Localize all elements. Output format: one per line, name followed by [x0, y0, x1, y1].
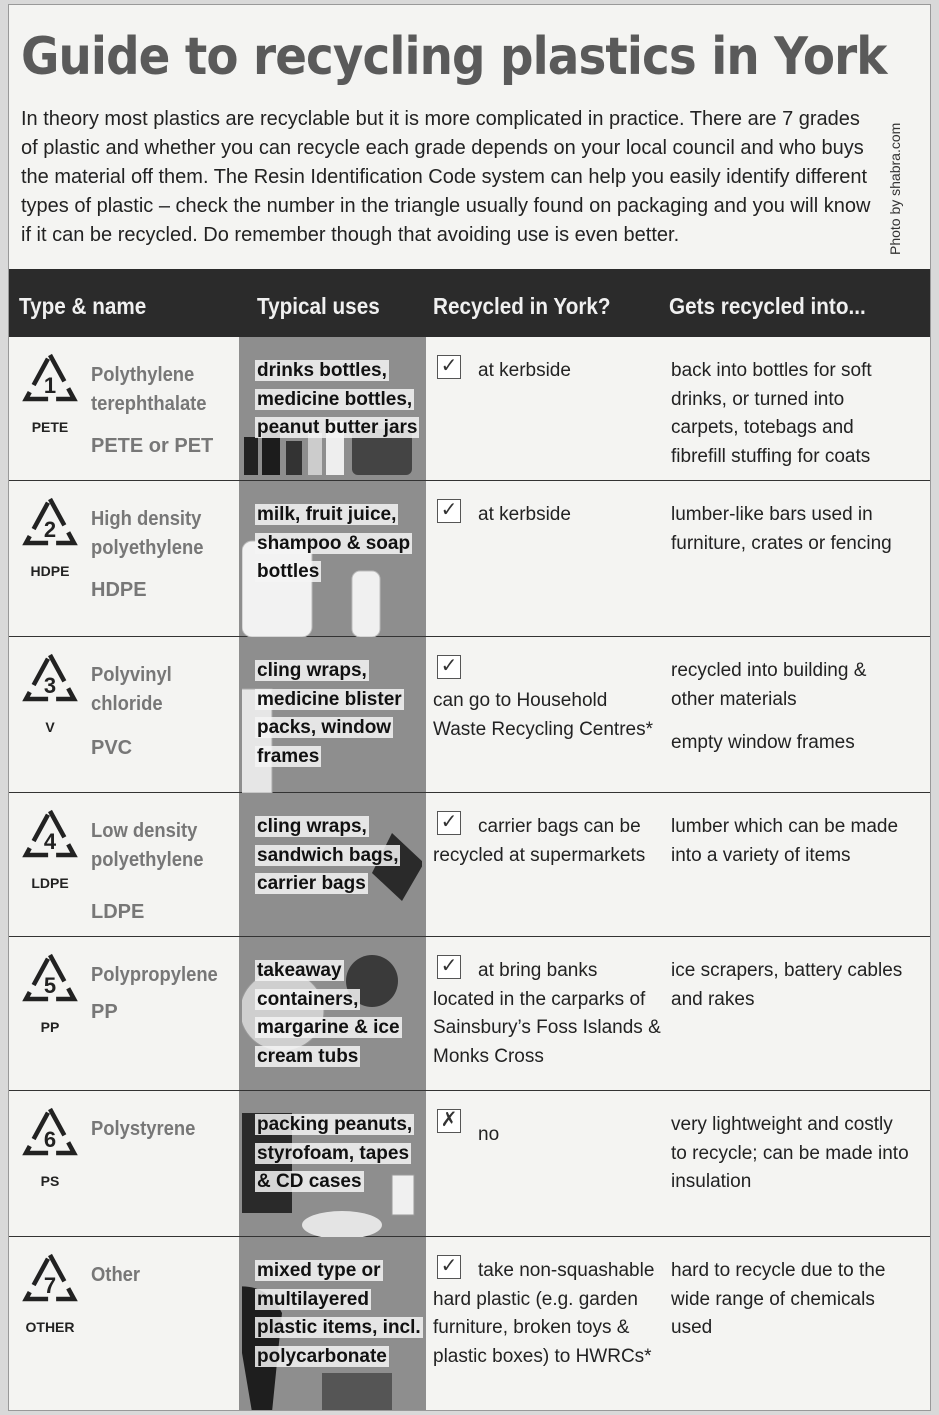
intro-paragraph: In theory most plastics are recyclable but it is more complicated in practice. There are 7 grades of plastic and whether you can recycle each grade depends on your local council and who buys the material off them. The Resin Identification Code system can help you easily identify different types of plastic – check the number in the triangle usually found on packaging and you will know if it can be recycled. Do remember though that avoiding use is even better. [21, 108, 871, 246]
typical-uses: cling wraps, medicine blister packs, window frames [257, 660, 402, 767]
plastic-name: Other [91, 1264, 141, 1286]
recycle-arrows-icon [20, 1251, 80, 1311]
resin-code-label: LDPE [31, 875, 69, 891]
table-header [9, 269, 931, 337]
plastic-name: Polythylene terephthalate [91, 364, 207, 415]
recycled-status-checkbox: ✓ [437, 655, 461, 679]
plastic-abbreviation: HDPE [91, 579, 147, 601]
recycled-into: recycled into building & other materials [671, 660, 867, 710]
table-row [9, 637, 931, 793]
recycle-triangle-icon [17, 1251, 83, 1335]
svg-text:7: 7 [43, 1273, 57, 1298]
recycle-arrows-icon [20, 1105, 80, 1165]
recycling-guide-page [8, 4, 931, 1411]
recycled-into: ice scrapers, battery cables and rakes [671, 960, 903, 1010]
recycled-status-checkbox: ✓ [437, 1255, 461, 1279]
plastic-abbreviation: PETE or PET [91, 435, 214, 457]
resin-code-label: PS [40, 1173, 60, 1189]
recycle-arrows-icon [20, 951, 80, 1011]
plastic-abbreviation: PVC [91, 737, 133, 759]
recycle-arrows-icon [20, 351, 80, 411]
recycled-into: hard to recycle due to the wide range of chemicals used [671, 1260, 886, 1338]
recycle-triangle-icon [17, 495, 83, 579]
recycle-triangle-icon [17, 807, 83, 891]
table-row [9, 481, 931, 637]
recycled-status-checkbox: ✓ [437, 499, 461, 523]
recycle-arrows-icon [20, 495, 80, 555]
table-row [9, 793, 931, 937]
typical-uses: drinks bottles, medicine bottles, peanut butter jars [257, 360, 418, 438]
resin-code-label: OTHER [25, 1319, 75, 1335]
recycled-into-extra: empty window frames [671, 732, 855, 753]
recycled-in-york: take non-squashable hard plastic (e.g. garden furniture, broken toys & plastic boxes) to HWRCs* [433, 1260, 655, 1367]
recycled-in-york: carrier bags can be recycled at supermarkets [433, 816, 646, 866]
recycled-into: very lightweight and costly to recycle; can be made into insulation [671, 1114, 909, 1192]
table-row [9, 1091, 931, 1237]
recycle-triangle-icon [17, 1105, 83, 1189]
recycle-triangle-icon [17, 351, 83, 435]
recycled-in-york: no [478, 1124, 500, 1145]
table-row [9, 1237, 931, 1411]
resin-code-label: PP [40, 1019, 60, 1035]
recycled-into: lumber-like bars used in furniture, crates or fencing [671, 504, 892, 554]
recycle-triangle-icon [17, 951, 83, 1035]
plastic-abbreviation: PP [91, 1001, 118, 1023]
recycle-arrows-icon [20, 807, 80, 867]
svg-text:3: 3 [43, 673, 57, 698]
typical-uses: mixed type or multilayered plastic items, incl. polycarbonate [257, 1260, 421, 1367]
recycled-status-checkbox: ✓ [437, 355, 461, 379]
recycled-status-checkbox: ✓ [437, 811, 461, 835]
header-recycled-into: Gets recycled into... [669, 293, 866, 319]
table-row [9, 337, 931, 481]
recycle-arrows-icon [20, 651, 80, 711]
plastic-name: Polyvinyl chloride [91, 664, 172, 715]
recycled-status-checkbox: ✓ [437, 955, 461, 979]
plastic-name: Low density polyethylene [91, 820, 204, 871]
plastic-name: Polypropylene [91, 964, 218, 986]
recycled-in-york: at kerbside [478, 360, 571, 381]
table-row [9, 937, 931, 1091]
recycled-status-checkbox: ✗ [437, 1109, 461, 1133]
plastic-name: High density polyethylene [91, 508, 204, 559]
plastic-abbreviation: LDPE [91, 901, 145, 923]
header-type-name: Type & name [19, 293, 147, 319]
svg-text:1: 1 [43, 373, 57, 398]
recycled-into: lumber which can be made into a variety of items [671, 816, 899, 866]
typical-uses: takeaway containers, margarine & ice cream tubs [257, 960, 400, 1067]
resin-code-label: HDPE [30, 563, 70, 579]
typical-uses: packing peanuts, styrofoam, tapes & CD cases [257, 1114, 413, 1192]
plastic-name: Polystyrene [91, 1118, 196, 1140]
header-recycled-in-york: Recycled in York? [433, 293, 611, 319]
recycled-in-york: at bring banks located in the carparks of Sainsbury’s Foss Islands & Monks Cross [433, 960, 661, 1067]
svg-text:4: 4 [43, 829, 57, 854]
photo-credit: Photo by shabra.com [887, 122, 903, 255]
page-title: Guide to recycling plastics in York [21, 27, 887, 87]
recycled-in-york: can go to Household Waste Recycling Centres* [433, 690, 653, 740]
typical-uses: cling wraps, sandwich bags, carrier bags [257, 816, 399, 894]
resin-code-label: V [45, 719, 55, 735]
header-typical-uses: Typical uses [257, 293, 380, 319]
typical-uses: milk, fruit juice, shampoo & soap bottles [257, 504, 411, 582]
resin-code-label: PETE [31, 419, 69, 435]
svg-text:5: 5 [43, 973, 57, 998]
svg-text:2: 2 [43, 517, 57, 542]
recycled-in-york: at kerbside [478, 504, 571, 525]
svg-text:6: 6 [43, 1127, 57, 1152]
recycled-into: back into bottles for soft drinks, or turned into carpets, totebags and fibrefill stuffing for coats [671, 360, 872, 467]
recycle-triangle-icon [17, 651, 83, 735]
